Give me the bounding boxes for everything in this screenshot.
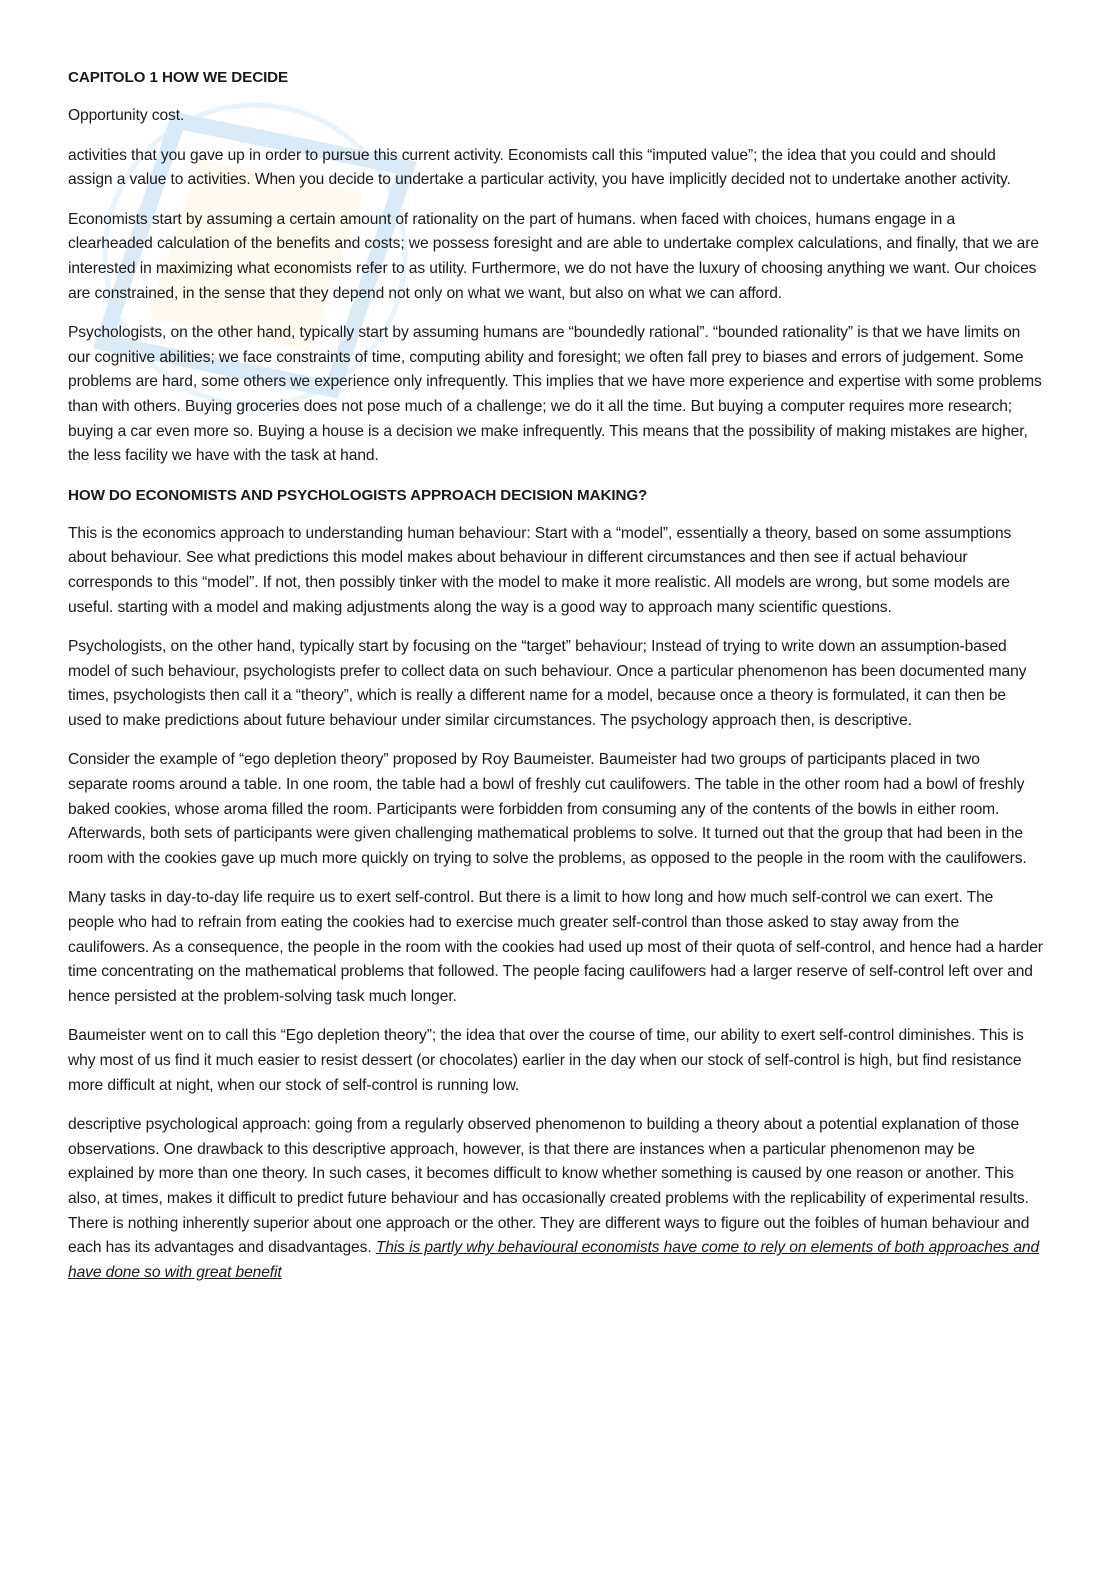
paragraph-9	[68, 1113, 1043, 1285]
paragraph-6: Consider the example of “ego depletion theory” proposed by Roy Baumeister. Baumeister had two groups of participants placed in two separate rooms around a table. In one room, the table had a bowl of freshly cut caulifowers. The table in the other room had a bowl of freshly baked cookies, whose aroma filled the room. Participants were forbidden from consuming any of the contents of the bowls in either room. Afterwards, both sets of participants were given challenging mathematical problems to solve. It turned out that the group that had been in the room with the cookies gave up much more quickly on trying to solve the problems, as opposed to the people in the room with the caulifowers.	[68, 751, 1027, 867]
paragraph-8: Baumeister went on to call this “Ego depletion theory”; the idea that over the course of time, our ability to exert self-control diminishes. This is why most of us find it much easier to resist dessert (or chocolates) earlier in the day when our stock of self-control is high, but find resistance more difficult at night, when our stock of self-control is running low.	[68, 1027, 1024, 1094]
section-heading: HOW DO ECONOMISTS AND PSYCHOLOGISTS APPROACH DECISION MAKING?	[68, 486, 648, 504]
paragraph-2: Economists start by assuming a certain amount of rationality on the part of humans. when faced with choices, humans engage in a clearheaded calculation of the benefits and costs; we possess foresight and are able to undertake complex calculations, and finally, that we are interested in maximizing what economists refer to as utility. Furthermore, we do not have the luxury of choosing anything we want. Our choices are constrained, in the sense that they depend not only on what we want, but also on what we can afford.	[68, 210, 1039, 302]
paragraph-4: This is the economics approach to understanding human behaviour: Start with a “model”, essentially a theory, based on some assumptions about behaviour. See what predictions this model makes about behaviour in different circumstances and then see if actual behaviour corresponds to this “model”. If not, then possibly tinker with the model to make it more realistic. All models are wrong, but some models are useful. starting with a model and making adjustments along the way is a good way to approach many scientific questions.	[68, 524, 1012, 616]
paragraph-3: Psychologists, on the other hand, typically start by assuming humans are “boundedly rational”. “bounded rationality” is that we have limits on our cognitive abilities; we face constraints of time, computing ability and foresight; we often fall prey to biases and errors of judgement. Some problems are hard, some others we experience only infrequently. This implies that we have more experience and expertise with some problems than with others. Buying groceries does not pose much of a challenge; we do it all the time. But buying a computer requires more research; buying a car even more so. Buying a house is a decision we make infrequently. This means that the possibility of making mistakes are higher, the less facility we have with the task at hand.	[68, 324, 1042, 465]
paragraph-1: activities that you gave up in order to pursue this current activity. Economists call this “imputed value”; the idea that you could and should assign a value to activities. When you decide to undertake a particular activity, you have implicitly decided not to undertake another activity.	[68, 146, 1011, 189]
final-paragraph-text: descriptive psychological approach: going from a regularly observed phenomenon to building a theory about a potential explanation of those observations. One drawback to this descriptive approach, however, is that there are instances when a particular phenomenon may be explained by more than one theory. In such cases, it becomes difficult to know whether something is caused by one reason or another. This also, at times, makes it difficult to predict future behaviour and has occasionally created problems with the replicability of experimental results. There is nothing inherently superior about one approach or the other. They are different ways to figure out the foibles of human behaviour and each has its advantages and disadvantages.	[68, 1116, 1030, 1257]
final-emphasis-text: This is partly why behavioural economists have come to rely on elements of both approaches and have done so with great benefit	[68, 1239, 1040, 1281]
chapter-subtitle: Opportunity cost.	[68, 107, 185, 124]
paragraph-5: Psychologists, on the other hand, typically start by focusing on the “target” behaviour; Instead of trying to write down an assumption-based model of such behaviour, psychologists prefer to collect data on such behaviour. Once a particular phenomenon has been documented many times, psychologists then call it a “theory”, which is really a different name for a model, because once a theory is formulated, it can then be used to make predictions about future behaviour under similar circumstances. The psychology approach then, is descriptive.	[68, 638, 1027, 729]
paragraph-7: Many tasks in day-to-day life require us to exert self-control. But there is a limit to how long and how much self-control we can exert. The people who had to refrain from eating the cookies had to exercise much greater self-control than those asked to stay away from the caulifowers. As a consequence, the people in the room with the cookies had used up most of their quota of self-control, and hence had a harder time concentrating on the mathematical problems that followed. The people facing caulifowers had a larger reserve of self-control left over and hence persisted at the problem-solving task much longer.	[68, 889, 1043, 1005]
chapter-title: CAPITOLO 1 HOW WE DECIDE	[68, 69, 289, 86]
document-body	[68, 66, 1043, 1300]
